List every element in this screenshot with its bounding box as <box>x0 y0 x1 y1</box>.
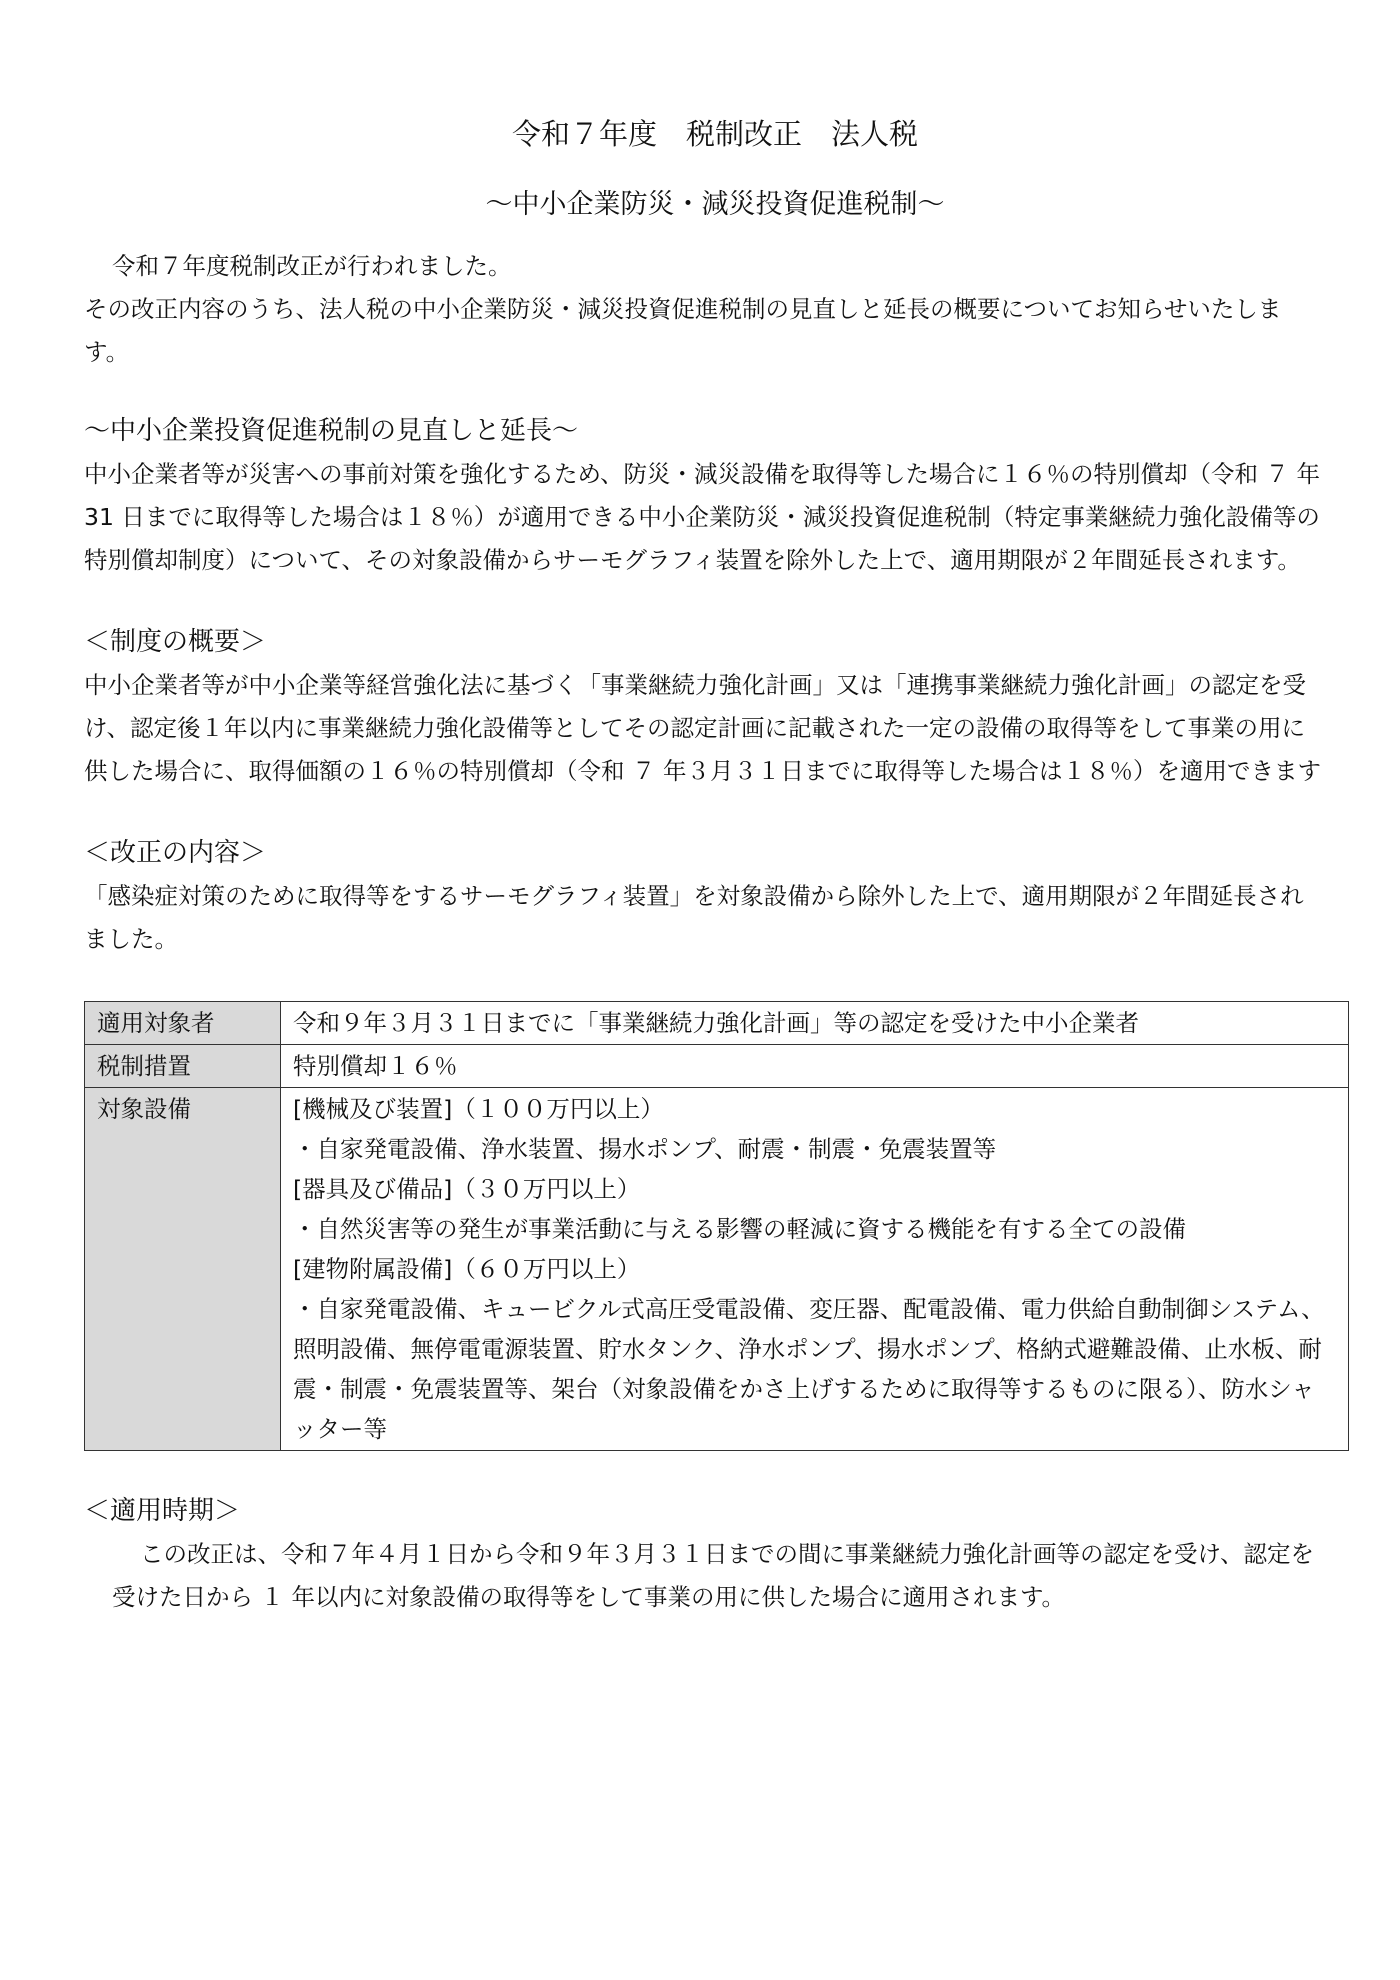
equipment-line: ・自然災害等の発生が事業活動に与える影響の軽減に資する機能を有する全ての設備 <box>293 1215 1186 1243</box>
equipment-line: [機械及び装置]（１００万円以上） <box>293 1095 664 1123</box>
table-row <box>85 1045 1349 1088</box>
equipment-line: ・自家発電設備、浄水装置、揚水ポンプ、耐震・制震・免震装置等 <box>293 1135 997 1163</box>
equipment-line: [建物附属設備]（６０万円以上） <box>293 1255 641 1283</box>
section-revision-body: 「感染症対策のために取得等をするサーモグラフィ装置」を対象設備から除外した上で、適用期限が２年間延長されました。 <box>84 882 1304 953</box>
row-label-applicable: 適用対象者 <box>85 1002 281 1045</box>
section-timing-heading: ＜適用時期＞ <box>84 1496 241 1526</box>
intro-line-1: 令和７年度税制改正が行われました。 <box>112 252 512 280</box>
intro-line-2: その改正内容のうち、法人税の中小企業防災・減災投資促進税制の見直しと延長の概要についてお知らせいたします。 <box>84 295 1282 366</box>
section-revision-heading: ＜改正の内容＞ <box>84 838 267 868</box>
section-review-body: 中小企業者等が災害への事前対策を強化するため、防災・減災設備を取得等した場合に１６％の特別償却（令和 ７ 年 31 日までに取得等した場合は１８％）が適用できる中小企業防災・減災投資促進税制（特定事業継続力強化設備等の特別償却制度）について、その対象設備からサーモグラフィ装置を除外した上で、適用期限が２年間延長されます。 <box>84 460 1320 574</box>
document-subtitle: ～中小企業防災・減災投資促進税制～ <box>485 189 945 220</box>
equipment-line: ・自家発電設備、キュービクル式高圧受電設備、変圧器、配電設備、電力供給自動制御システム、照明設備、無停電電源装置、貯水タンク、浄水ポンプ、揚水ポンプ、格納式避難設備、止水板、耐震・制震・免震装置等、架台（対象設備をかさ上げするために取得等するものに限る）、防水シャッター等 <box>293 1295 1325 1443</box>
section-overview-body: 中小企業者等が中小企業等経営強化法に基づく「事業継続力強化計画」又は「連携事業継続力強化計画」の認定を受け、認定後１年以内に事業継続力強化設備等としてその認定計画に記載された一定の設備の取得等をして事業の用に供した場合に、取得価額の１６％の特別償却（令和 ７ 年３月３１日までに取得等した場合は１８％）を適用できます <box>84 671 1321 785</box>
table-row <box>85 1088 1349 1451</box>
row-value-measure: 特別償却１６％ <box>281 1045 1349 1088</box>
section-review-heading: ～中小企業投資促進税制の見直しと延長～ <box>84 416 579 446</box>
table-row <box>85 1002 1349 1045</box>
row-label-measure: 税制措置 <box>85 1045 281 1088</box>
summary-table <box>84 1001 1349 1451</box>
document-title: 令和７年度 税制改正 法人税 <box>511 117 918 151</box>
row-label-equipment: 対象設備 <box>85 1088 281 1451</box>
row-value-equipment <box>281 1088 1349 1451</box>
section-timing-body: この改正は、令和７年４月１日から令和９年３月３１日までの間に事業継続力強化計画等の認定を受け、認定を受けた日から １ 年以内に対象設備の取得等をして事業の用に供した場合に適用されます。 <box>112 1540 1315 1611</box>
equipment-line: [器具及び備品]（３０万円以上） <box>293 1175 641 1203</box>
row-value-applicable: 令和９年３月３１日までに「事業継続力強化計画」等の認定を受けた中小企業者 <box>281 1002 1349 1045</box>
section-overview-heading: ＜制度の概要＞ <box>84 627 267 657</box>
